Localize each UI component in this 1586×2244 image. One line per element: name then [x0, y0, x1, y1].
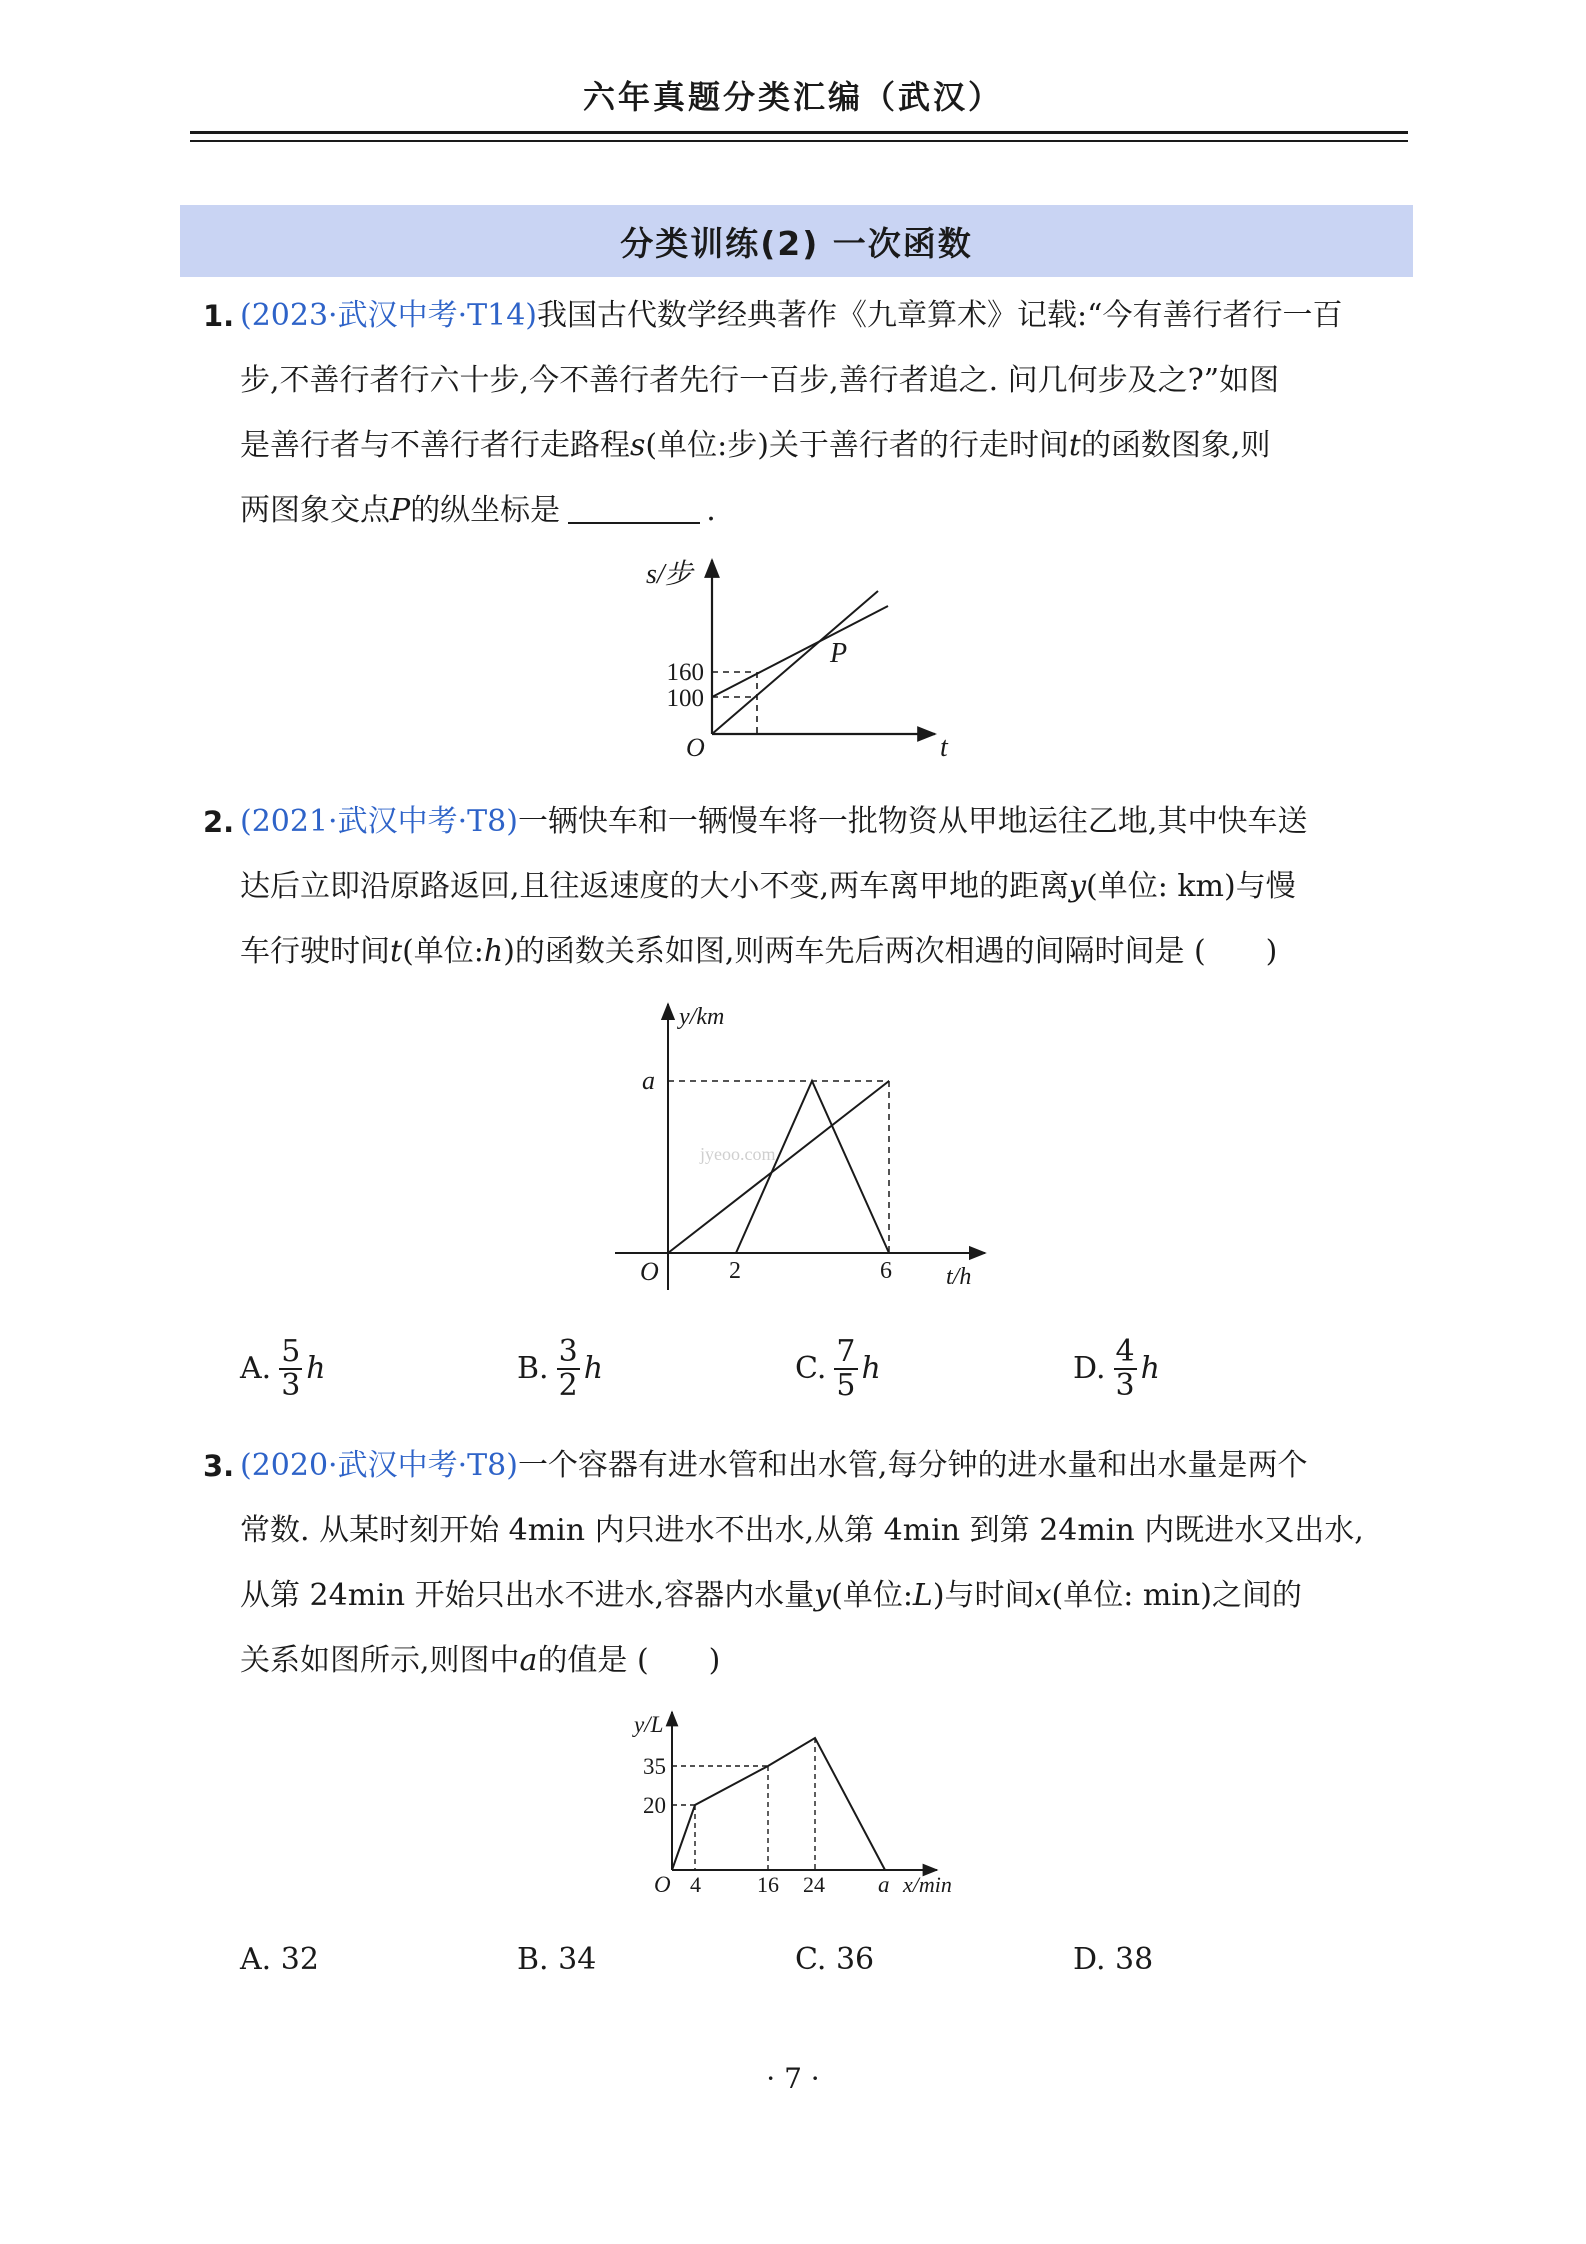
- q3-origin: O: [654, 1872, 671, 1897]
- question-2-line-1: (2021·武汉中考·T8)一辆快车和一辆慢车将一批物资从甲地运往乙地,其中快车送: [240, 804, 1308, 839]
- question-2-option-c[interactable]: C. $\frac{7}{5}$ h: [795, 1334, 881, 1403]
- page-header-title: 六年真题分类汇编（武汉）: [582, 78, 1003, 116]
- q3-tick-16: 16: [757, 1872, 779, 1897]
- question-3-line-4: 关系如图所示,则图中a的值是 ( ): [240, 1643, 721, 1678]
- question-2-option-a[interactable]: A. $\frac{5}{3}$ h: [240, 1334, 326, 1403]
- q2-watermark: jyeoo.com: [700, 1144, 776, 1164]
- question-1-line-3: 是善行者与不善行者行走路程s(单位:步)关于善行者的行走时间t的函数图象,则: [240, 428, 1271, 463]
- q3-water-curve: [672, 1738, 885, 1870]
- question-1-source: (2023·武汉中考·T14): [240, 298, 538, 333]
- q3-a-label: a: [878, 1872, 890, 1897]
- q2-x-label: t/h: [946, 1264, 972, 1290]
- q3-tick-20: 20: [643, 1793, 666, 1818]
- q2-tick-2: 2: [729, 1258, 741, 1284]
- q3-y-label: y/L: [634, 1712, 664, 1737]
- question-3-line-3: 从第 24min 开始只出水不进水,容器内水量y(单位:L)与时间x(单位: min)之间的: [240, 1578, 1302, 1613]
- q2-y-label: y/km: [679, 1004, 725, 1030]
- q3-x-label: x/min: [903, 1872, 952, 1897]
- question-2-option-b[interactable]: B. $\frac{3}{2}$ h: [517, 1334, 604, 1403]
- question-2-source: (2021·武汉中考·T8): [240, 804, 518, 839]
- q3-tick-4: 4: [690, 1872, 701, 1897]
- q2-a-label: a: [642, 1066, 655, 1095]
- q1-point-label: P: [830, 638, 848, 669]
- question-3-line-1: (2020·武汉中考·T8)一个容器有进水管和出水管,每分钟的进水量和出水量是两个: [240, 1448, 1308, 1483]
- q3-tick-24: 24: [803, 1872, 825, 1897]
- section-title: 分类训练(2) 一次函数: [180, 205, 1413, 277]
- question-3-source: (2020·武汉中考·T8): [240, 1448, 518, 1483]
- question-1-line-4: 两图象交点P的纵坐标是 .: [240, 493, 716, 528]
- question-3-line-2: 常数. 从某时刻开始 4min 内只进水不出水,从第 4min 到第 24min 内既进水又出水,: [240, 1513, 1364, 1548]
- q1-tick-160: 160: [666, 659, 704, 686]
- q2-origin: O: [640, 1257, 659, 1286]
- question-3-option-c[interactable]: C. 36: [795, 1942, 875, 1977]
- question-1-line-1: (2023·武汉中考·T14)我国古代数学经典著作《九章算术》记载:“今有善行者行一百: [240, 298, 1343, 333]
- q1-y-label: s/步: [646, 559, 693, 590]
- q3-tick-35: 35: [643, 1754, 666, 1779]
- q2-tick-6: 6: [880, 1258, 892, 1284]
- question-3-number: 3.: [203, 1449, 235, 1483]
- q1-x-label: t: [940, 732, 948, 763]
- q1-tick-100: 100: [666, 685, 704, 712]
- question-3-option-b[interactable]: B. 34: [517, 1942, 597, 1977]
- question-2-line-3: 车行驶时间t(单位:h)的函数关系如图,则两车先后两次相遇的间隔时间是 ( ): [240, 934, 1278, 969]
- question-2-line-2: 达后立即沿原路返回,且往返速度的大小不变,两车离甲地的距离y(单位: km)与慢: [240, 869, 1296, 904]
- question-3-option-a[interactable]: A. 32: [240, 1942, 319, 1977]
- question-2-option-d[interactable]: D. $\frac{4}{3}$ h: [1073, 1334, 1160, 1403]
- question-3-option-d[interactable]: D. 38: [1073, 1942, 1154, 1977]
- question-1-number: 1.: [203, 299, 235, 333]
- question-2-number: 2.: [203, 805, 235, 839]
- question-1-line-2: 步,不善行者行六十步,今不善行者先行一百步,善行者追之. 问几何步及之?”如图: [240, 363, 1280, 398]
- page-number: · 7 ·: [766, 2062, 820, 2095]
- q1-origin: O: [686, 733, 705, 762]
